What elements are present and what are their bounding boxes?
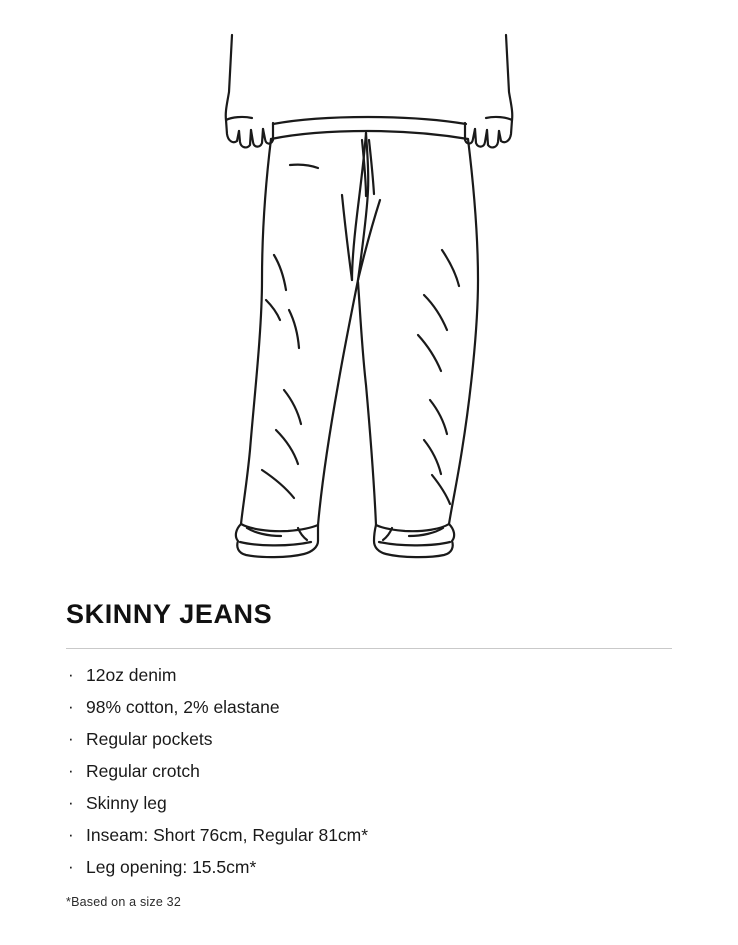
- bullet-icon: ·: [68, 856, 74, 876]
- list-item: [66, 727, 672, 751]
- list-item-label: Regular pockets: [86, 728, 213, 749]
- bullet-icon: ·: [68, 664, 74, 684]
- product-info: [0, 600, 738, 909]
- list-item-label: Skinny leg: [86, 792, 167, 813]
- list-item-label: 98% cotton, 2% elastane: [86, 696, 280, 717]
- list-item: [66, 695, 672, 719]
- title-divider: [66, 648, 672, 649]
- list-item: [66, 791, 672, 815]
- bullet-icon: ·: [68, 696, 74, 716]
- bullet-icon: ·: [68, 792, 74, 812]
- spec-list: [66, 663, 672, 879]
- list-item-label: Inseam: Short 76cm, Regular 81cm*: [86, 824, 369, 845]
- list-item-label: Regular crotch: [86, 760, 200, 781]
- list-item-label: 12oz denim: [86, 664, 177, 685]
- bullet-icon: ·: [68, 728, 74, 748]
- page-title: SKINNY JEANS: [66, 599, 273, 629]
- footnote: *Based on a size 32: [66, 894, 181, 909]
- list-item: [66, 823, 672, 847]
- list-item: [66, 759, 672, 783]
- list-item: [66, 855, 672, 879]
- list-item-label: Leg opening: 15.5cm*: [86, 856, 257, 877]
- bullet-icon: ·: [68, 760, 74, 780]
- list-item: [66, 663, 672, 687]
- bullet-icon: ·: [68, 824, 74, 844]
